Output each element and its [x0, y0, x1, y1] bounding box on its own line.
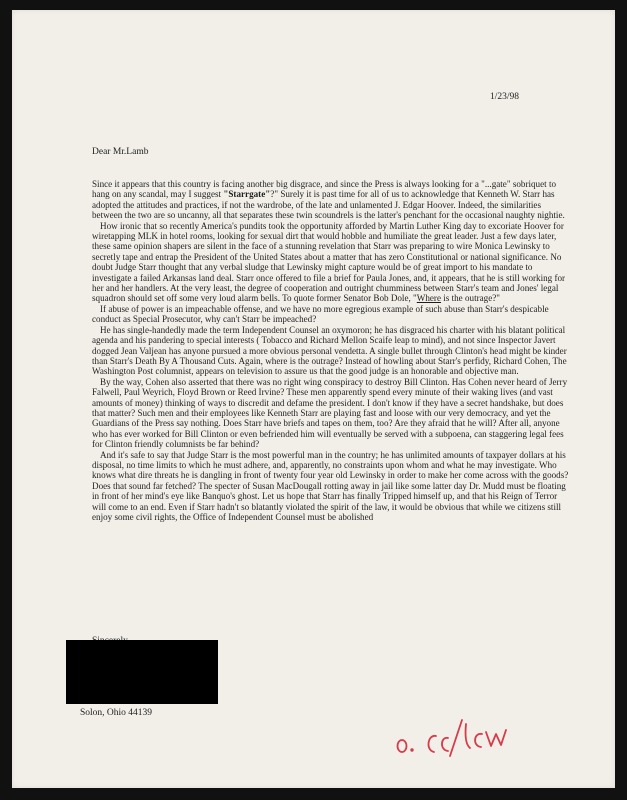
letter-date: 1/23/98: [490, 92, 520, 102]
paragraph-1-text-a: Since it appears that this country is facing another big disgrace, and since the Press is always looking for a "...gate" sobriquet to hang on any scandal, may I suggest: [92, 179, 557, 200]
paragraph-2: [92, 221, 570, 304]
where-underlined-word: Where: [416, 293, 441, 304]
paragraph-1-text-b: ?" Surely it is past time for all of us to acknowledge that Kenneth W. Starr has adopted the attitudes and practices, if not the wardrobe, of the late and unlamented J. Edgar Hoover. Indeed, the similarities between the two are so uncanny, all that separates these twin scoundrels is the latter's penchant for the occasional naughty nightie.: [92, 189, 565, 221]
paragraph-3: If abuse of power is an impeachable offense, and we have no more egregious example of such abuse than Starr's despicable conduct as Special Prosecutor, why can't Starr be impeached?: [92, 303, 549, 325]
redaction-block: [66, 640, 218, 704]
paragraph-5: By the way, Cohen also asserted that there was no right wing conspiracy to destroy Bill Clinton. Has Cohen never heard of Jerry Falwell, Paul Weyrich, Floyd Brown or Reed Irvine? These men apparently spend every minute of their waking lives (and vast amounts of money) thinking of ways to discredit and defame the president. I don't know if they have a secret handshake, but does that matter? Such men and their employees like Kenneth Starr are playing fast and loose with our very democracy, and yet the Guardians of the Press say nothing. Does Starr have briefs and tapes on them, too? Are they afraid that he will? After all, anyone who has ever worked for Bill Clinton or even befriended him will eventually be served with a subpoena, can staggering legal fees for Clinton friendly columnists be far behind?: [92, 376, 568, 450]
paragraph-2-text-a: How ironic that so recently America's pundits took the opportunity afforded by Martin Luther King day to excoriate Hoover for wiretapping MLK in hotel rooms, looking for sexual dirt that would hobble and humiliate the great leader. Just a few days later, these same opinion shapers are silent in the face of a stunning revelation that Starr was preparing to wire Monica Lewinsky to secretly tape and entrap the President of the United States about a matter that has zero Constitutional or national significance. No doubt Judge Starr thought that any verbal sludge that Lewinsky might capture would be of great import to his mandate to investigate a failed Arkansas land deal. Starr once offered to file a brief for Paula Jones, and, it appears, that he is still working for her and her handlers. At the very least, the degree of cooperation and outright chumminess between Starr's team and Jones' legal squadron should set off some very loud alarm bells. To quote former Senator Bob Dole, ": [92, 220, 566, 304]
sender-address: Solon, Ohio 44139: [80, 708, 153, 718]
paragraph-6: And it's safe to say that Judge Starr is the most powerful man in the country; he has unlimited amounts of taxpayer dollars at his disposal, no time limits to which he must adhere, and, apparently, no constraints upon whom and what he may investigate. Who knows what dire threats he is dangling in front of twenty four year old Lewinsky in order to make her come across with the goods? Does that sound far fetched? The specter of Susan MacDougall rotting away in jail like some latter day Dr. Mudd must be floating in front of her mind's eye like Banquo's ghost. Let us hope that Starr has finally Tripped himself up, and that his Reign of Terror will come to an end. Even if Starr hadn't so blatantly violated the spirit of the law, it would be obvious that while we citizens still enjoy some civil rights, the Office of Independent Counsel must be abolished: [92, 449, 569, 522]
paragraph-4: He has single-handedly made the term Independent Counsel an oxymoron; he has disgraced his charter with his blatant political agenda and his pandering to special interests ( Tobacco and Richard Mellon Scaife leap to mind), and not since Inspector Javert dogged Jean Valjean has anyone pursued a more obvious personal vendetta. A single bullet through Clinton's head might be kinder than Starr's Death By A Thousand Cuts. Again, where is the outrage? Instead of howling about Starr's perfidy, Richard Cohen, The Washington Post columnist, appears on television to assure us that the good judge is an honorable and objective man.: [92, 324, 567, 377]
starrgate-bold-term: "Starrgate": [223, 189, 271, 200]
paragraph-2-text-b: is the outrage?": [441, 293, 501, 304]
handwritten-annotation: [392, 712, 532, 762]
letter-body: [92, 179, 570, 522]
salutation: Dear Mr.Lamb: [92, 147, 149, 157]
paragraph-1: [92, 179, 570, 221]
